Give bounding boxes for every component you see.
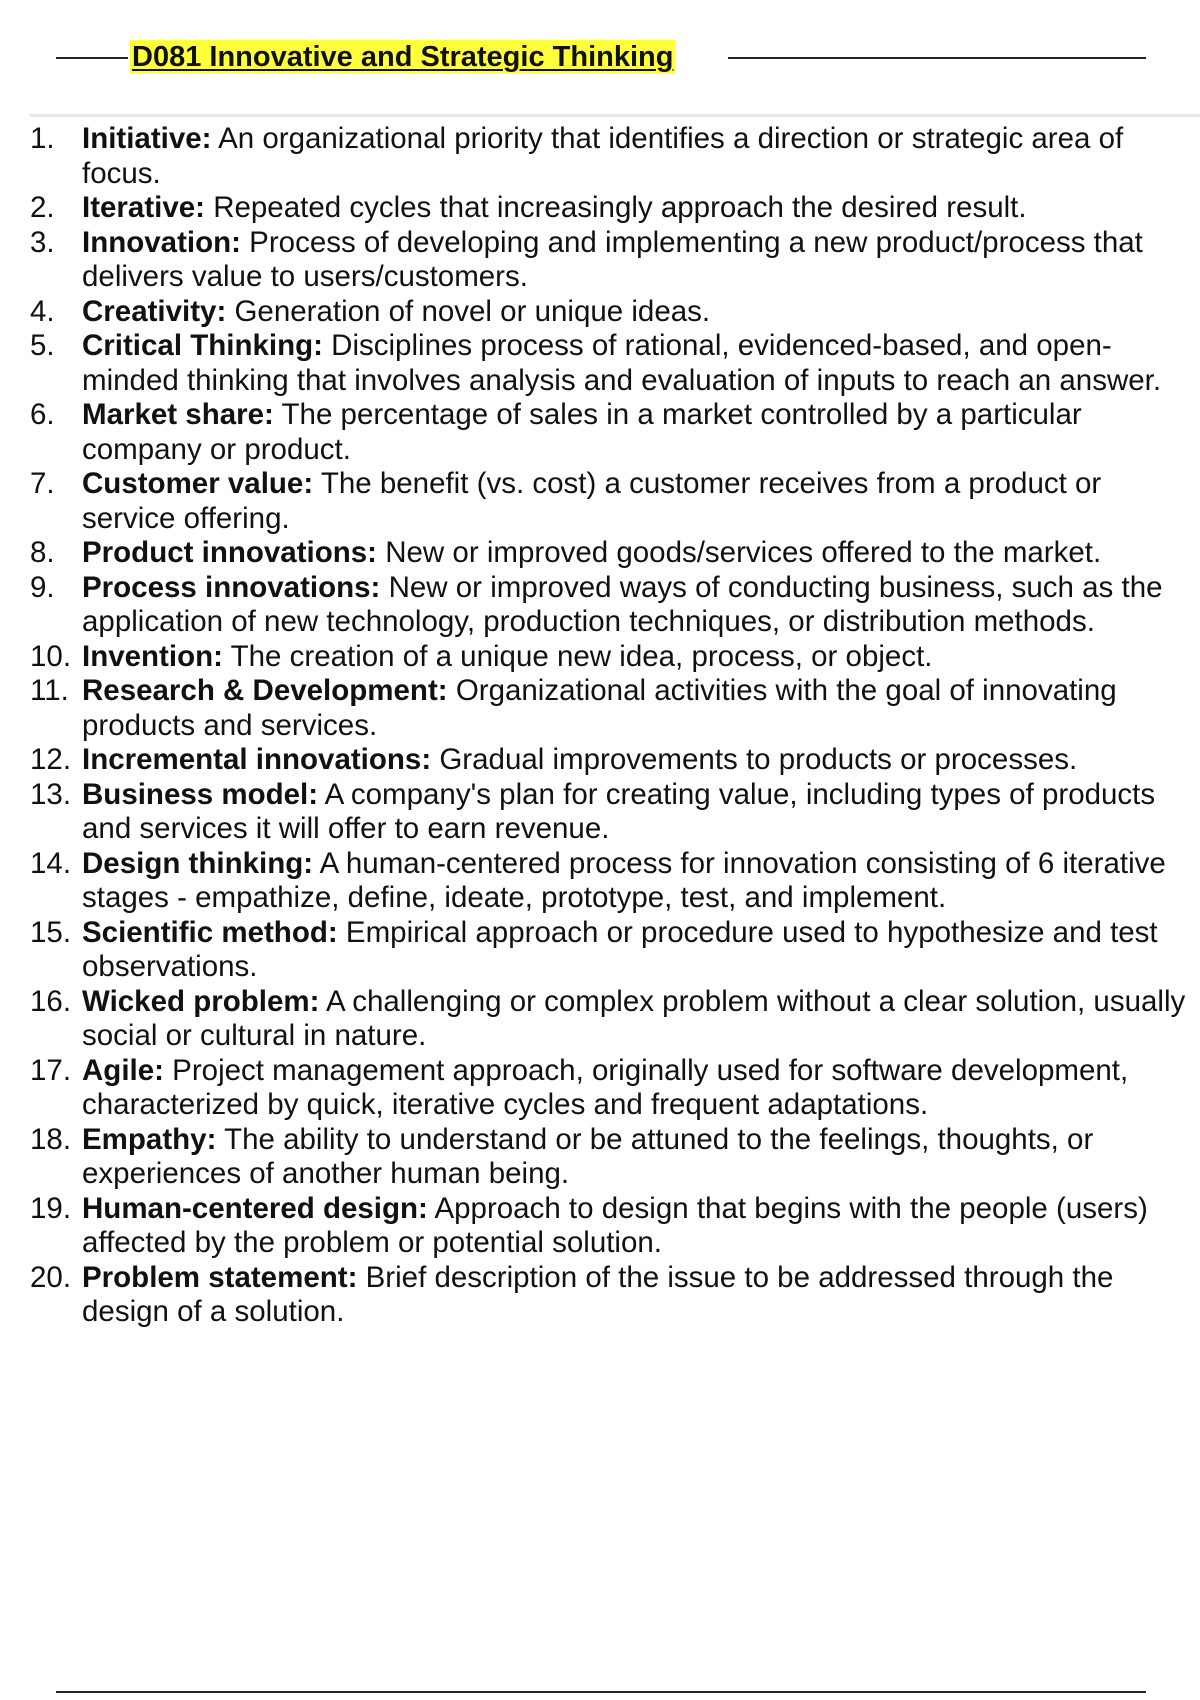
item-text <box>82 778 1200 847</box>
item-text <box>82 743 1200 778</box>
item-text <box>82 329 1200 398</box>
item-text <box>82 122 1200 191</box>
item-text <box>82 191 1200 226</box>
footer-divider <box>56 1691 1146 1693</box>
term-definition: A human-centered process for innovation consisting of 6 iterative stages - empathize, define, ideate, prototype, test, and implement. <box>82 846 1166 914</box>
glossary-item <box>30 985 1200 1054</box>
item-number: 18. <box>30 1122 72 1156</box>
term-name: Human-centered design: <box>82 1191 428 1225</box>
item-text <box>82 985 1200 1054</box>
glossary-item <box>30 536 1200 571</box>
term-definition: Project management approach, originally used for software development, characterized by quick, iterative cycles and frequent adaptations. <box>82 1053 1129 1121</box>
item-text <box>82 1123 1200 1192</box>
term-name: Iterative: <box>82 191 205 224</box>
term-name: Wicked problem: <box>82 984 320 1018</box>
glossary-item <box>30 847 1200 916</box>
item-text <box>82 847 1200 916</box>
item-number: 20. <box>30 1260 72 1294</box>
term-definition: An organizational priority that identifies a direction or strategic area of focus. <box>82 122 1124 190</box>
item-text <box>82 1261 1200 1330</box>
term-name: Empathy: <box>82 1122 217 1156</box>
item-number: 2. <box>30 191 55 224</box>
item-number: 7. <box>30 467 55 500</box>
term-name: Critical Thinking: <box>82 329 323 362</box>
item-number: 5. <box>30 329 55 362</box>
glossary-item <box>30 329 1200 398</box>
item-number: 9. <box>30 570 55 604</box>
term-definition: New or improved goods/services offered to the market. <box>385 536 1102 569</box>
term-definition: The creation of a unique new idea, process, or object. <box>230 639 933 673</box>
item-text <box>82 536 1200 571</box>
term-definition: Process of developing and implementing a new product/process that delivers value to users/customers. <box>82 225 1143 293</box>
glossary-item <box>30 1054 1200 1123</box>
glossary-item <box>30 122 1200 191</box>
term-definition: Repeated cycles that increasingly approach the desired result. <box>213 191 1027 224</box>
item-text <box>82 1054 1200 1123</box>
term-definition: Approach to design that begins with the people (users) affected by the problem or potential solution. <box>82 1191 1148 1259</box>
glossary-item <box>30 191 1200 226</box>
term-name: Design thinking: <box>82 846 314 880</box>
title-row <box>56 38 1146 78</box>
item-number: 1. <box>30 122 55 155</box>
item-text <box>82 467 1200 536</box>
term-name: Customer value: <box>82 467 314 500</box>
term-name: Initiative: <box>82 122 212 155</box>
term-name: Scientific method: <box>82 915 338 949</box>
item-number: 14. <box>30 846 72 880</box>
item-text <box>82 640 1200 675</box>
item-number: 12. <box>30 743 72 776</box>
glossary-item <box>30 640 1200 675</box>
term-name: Product innovations: <box>82 536 377 569</box>
item-text <box>82 226 1200 295</box>
item-number: 11. <box>30 674 69 707</box>
glossary-item <box>30 1123 1200 1192</box>
term-name: Research & Development: <box>82 674 448 707</box>
glossary-item <box>30 226 1200 295</box>
glossary-item <box>30 571 1200 640</box>
item-number: 10. <box>30 639 72 673</box>
item-number: 17. <box>30 1053 72 1087</box>
term-name: Innovation: <box>82 225 241 259</box>
header-divider <box>30 114 1200 117</box>
item-text <box>82 295 1200 330</box>
term-definition: Generation of novel or unique ideas. <box>234 294 711 328</box>
term-definition: The ability to understand or be attuned to the feelings, thoughts, or experiences of another human being. <box>82 1122 1094 1190</box>
term-definition: Organizational activities with the goal of innovating products and services. <box>82 674 1117 742</box>
item-text <box>82 398 1200 467</box>
title-rule-right <box>728 57 1146 59</box>
glossary-list <box>30 122 1200 1330</box>
glossary-item <box>30 295 1200 330</box>
glossary-item <box>30 1261 1200 1330</box>
term-definition: Empirical approach or procedure used to hypothesize and test observations. <box>82 915 1158 983</box>
term-name: Problem statement: <box>82 1260 358 1294</box>
term-name: Business model: <box>82 777 319 811</box>
document-title: D081 Innovative and Strategic Thinking <box>132 41 674 73</box>
glossary-item <box>30 467 1200 536</box>
glossary-item <box>30 778 1200 847</box>
term-name: Incremental innovations: <box>82 743 432 776</box>
item-number: 16. <box>30 984 72 1018</box>
item-number: 13. <box>30 777 72 811</box>
item-text <box>82 916 1200 985</box>
term-name: Creativity: <box>82 294 227 328</box>
term-definition: New or improved ways of conducting business, such as the application of new technology, production techniques, or distribution methods. <box>82 570 1163 638</box>
item-text <box>82 571 1200 640</box>
term-name: Agile: <box>82 1053 164 1087</box>
term-definition: A challenging or complex problem without a clear solution, usually social or cultural in nature. <box>82 984 1186 1052</box>
term-definition: A company's plan for creating value, including types of products and services it will offer to earn revenue. <box>82 777 1156 845</box>
item-text <box>82 674 1200 743</box>
term-definition: Gradual improvements to products or processes. <box>439 743 1078 776</box>
term-definition: The percentage of sales in a market controlled by a particular company or product. <box>82 398 1082 466</box>
item-number: 8. <box>30 536 55 569</box>
term-name: Invention: <box>82 639 223 673</box>
glossary-item <box>30 916 1200 985</box>
term-name: Process innovations: <box>82 570 381 604</box>
term-definition: Disciplines process of rational, evidenced-based, and open-minded thinking that involves analysis and evaluation of inputs to reach an answer. <box>82 329 1162 397</box>
glossary-item <box>30 398 1200 467</box>
term-definition: Brief description of the issue to be addressed through the design of a solution. <box>82 1260 1114 1328</box>
glossary-item <box>30 743 1200 778</box>
item-number: 6. <box>30 398 55 431</box>
glossary-item <box>30 1192 1200 1261</box>
item-number: 19. <box>30 1191 72 1225</box>
item-number: 4. <box>30 294 55 328</box>
item-text <box>82 1192 1200 1261</box>
item-number: 15. <box>30 915 72 949</box>
term-name: Market share: <box>82 398 274 431</box>
glossary-item <box>30 674 1200 743</box>
item-number: 3. <box>30 225 55 259</box>
title-rule-left <box>56 57 128 59</box>
term-definition: The benefit (vs. cost) a customer receives from a product or service offering. <box>82 467 1102 535</box>
